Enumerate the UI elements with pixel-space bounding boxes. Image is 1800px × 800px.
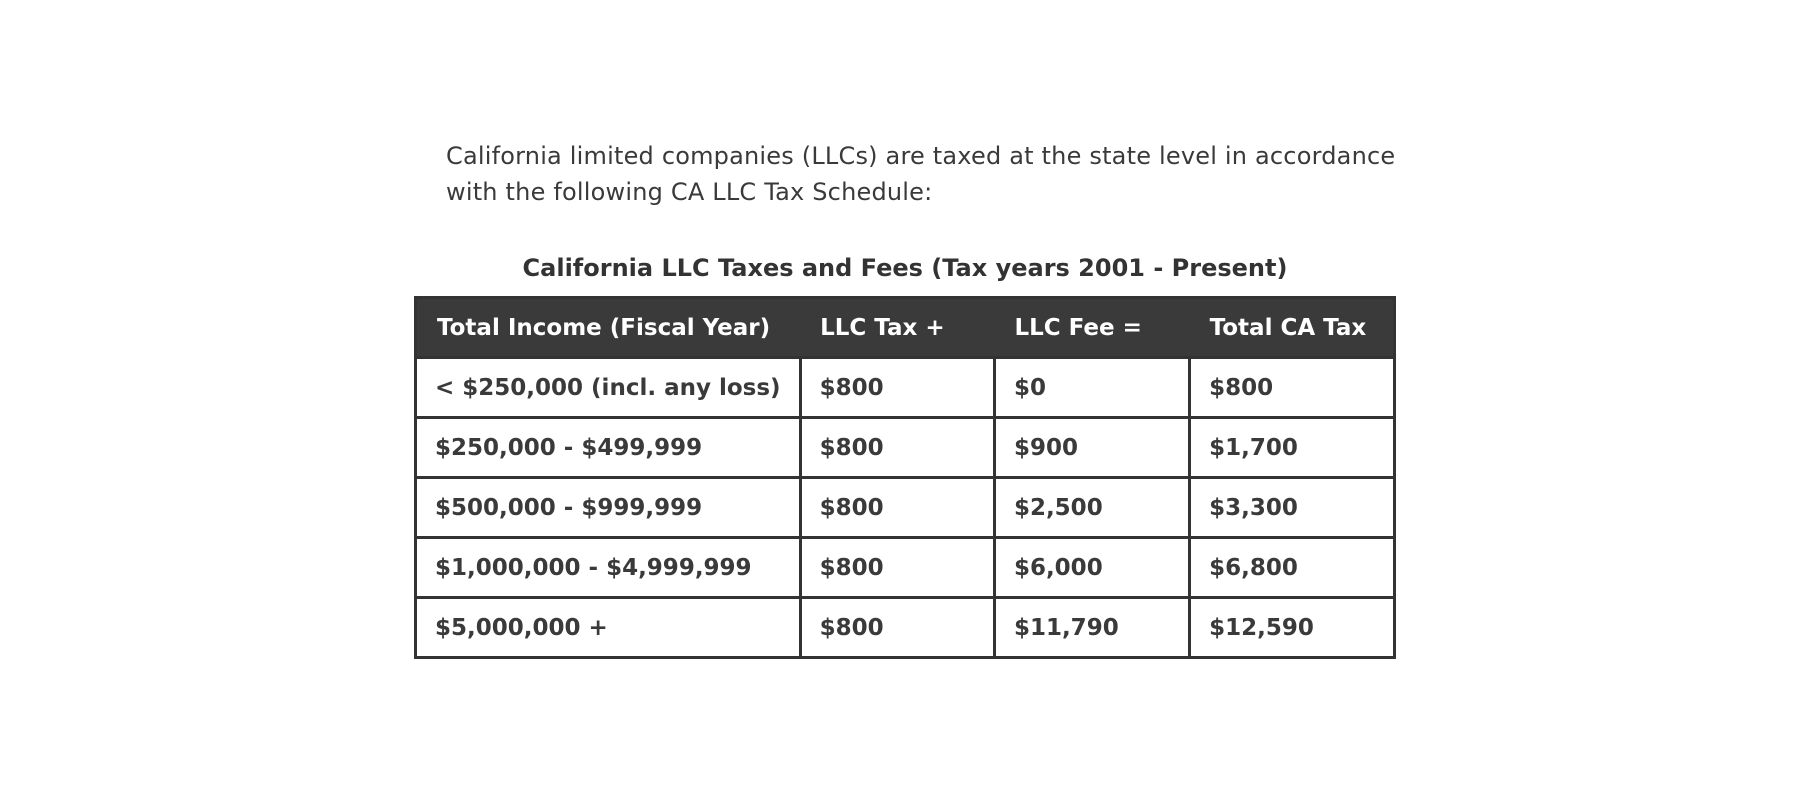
header-llc-tax: LLC Tax + xyxy=(800,298,994,358)
cell-income: $250,000 - $499,999 xyxy=(416,418,801,478)
cell-income: $5,000,000 + xyxy=(416,598,801,658)
header-row xyxy=(416,298,1395,358)
header-llc-fee: LLC Fee = xyxy=(994,298,1189,358)
cell-llc-tax: $800 xyxy=(800,358,994,418)
header-total-income: Total Income (Fiscal Year) xyxy=(416,298,801,358)
cell-llc-fee: $0 xyxy=(994,358,1189,418)
table-row xyxy=(416,358,1395,418)
cell-llc-tax: $800 xyxy=(800,418,994,478)
cell-llc-fee: $11,790 xyxy=(994,598,1189,658)
cell-income: < $250,000 (incl. any loss) xyxy=(416,358,801,418)
table-row xyxy=(416,598,1395,658)
cell-total-tax: $6,800 xyxy=(1190,538,1395,598)
cell-income: $500,000 - $999,999 xyxy=(416,478,801,538)
table-row xyxy=(416,478,1395,538)
cell-income: $1,000,000 - $4,999,999 xyxy=(416,538,801,598)
cell-llc-fee: $2,500 xyxy=(994,478,1189,538)
header-total-ca-tax: Total CA Tax xyxy=(1190,298,1395,358)
cell-llc-fee: $6,000 xyxy=(994,538,1189,598)
llc-tax-table xyxy=(414,296,1396,659)
cell-llc-tax: $800 xyxy=(800,478,994,538)
cell-total-tax: $800 xyxy=(1190,358,1395,418)
table-title: California LLC Taxes and Fees (Tax years 2001 - Present) xyxy=(522,254,1288,282)
cell-total-tax: $3,300 xyxy=(1190,478,1395,538)
intro-paragraph: California limited companies (LLCs) are taxed at the state level in accordance with the following CA LLC Tax Schedule: xyxy=(446,142,1396,206)
table-row xyxy=(416,418,1395,478)
cell-total-tax: $12,590 xyxy=(1190,598,1395,658)
cell-llc-tax: $800 xyxy=(800,598,994,658)
cell-llc-fee: $900 xyxy=(994,418,1189,478)
cell-total-tax: $1,700 xyxy=(1190,418,1395,478)
cell-llc-tax: $800 xyxy=(800,538,994,598)
table-body xyxy=(416,358,1395,658)
table-row xyxy=(416,538,1395,598)
table-header xyxy=(416,298,1395,358)
